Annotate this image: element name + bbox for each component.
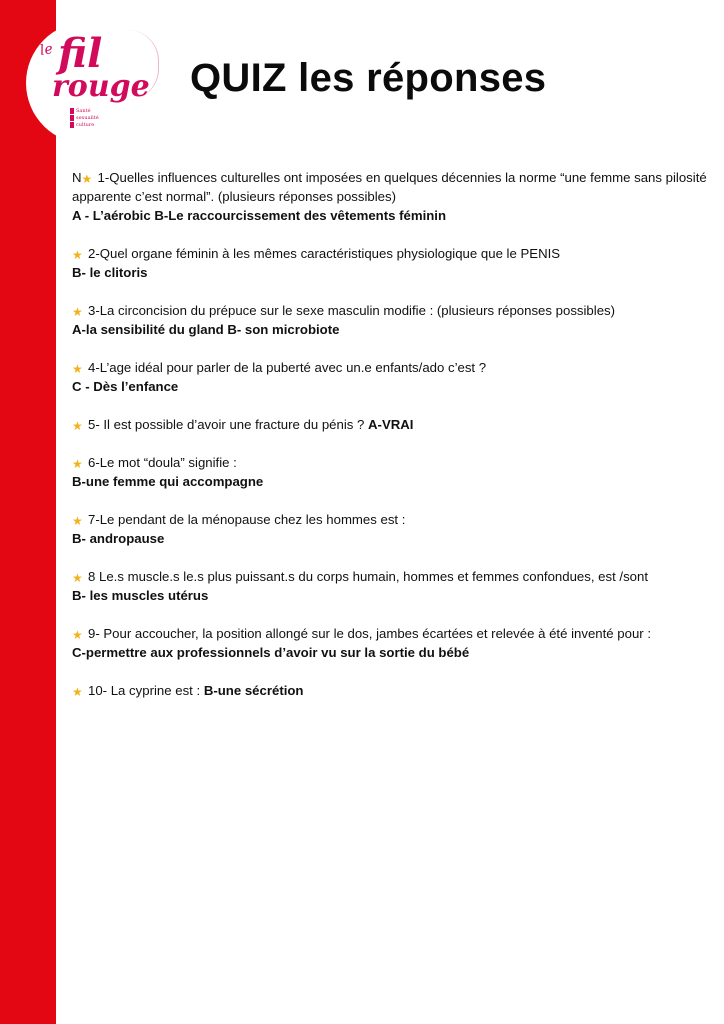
quiz-item-1 (72, 168, 712, 225)
answer-text: B-une sécrétion (203, 683, 304, 698)
question-body: 2-Quel organe féminin à les mêmes caractéristiques physiologique que le PENIS (88, 246, 561, 261)
question-body: 5- Il est possible d’avoir une fracture du pénis ? (88, 417, 369, 432)
question-body: 7-Le pendant de la ménopause chez les hommes est : (88, 512, 406, 527)
le-fil-rouge-logo (40, 28, 150, 138)
red-side-band (0, 0, 56, 1024)
quiz-item-9 (72, 624, 712, 662)
question-text (72, 415, 712, 434)
quiz-item-2 (72, 244, 712, 282)
answer-text: A-VRAI (368, 417, 414, 432)
quiz-item-5 (72, 415, 712, 434)
quiz-answers-list (72, 168, 712, 719)
question-text (72, 567, 712, 586)
logo-word-fil: fil (58, 30, 103, 77)
star-icon (72, 249, 86, 261)
answer-text: A-la sensibilité du gland B- son microbiote (72, 322, 340, 337)
quiz-item-8 (72, 567, 712, 605)
logo-word-rouge: rouge (52, 69, 150, 104)
logo-tagline-line: culture (70, 122, 114, 128)
question-body: 1-Quelles influences culturelles ont imposées en quelques décennies la norme “une femme sans pilosité apparente c’est normal”. (plusieurs réponses possibles) (72, 170, 707, 204)
logo-tagline (70, 108, 114, 129)
question-body: 10- La cyprine est : (88, 683, 204, 698)
quiz-item-10 (72, 681, 712, 700)
star-icon (82, 173, 96, 185)
logo-word-le: le (38, 41, 55, 59)
question-body: 6-Le mot “doula” signifie : (88, 455, 237, 470)
logo-tagline-line: Santé (70, 108, 114, 114)
star-icon (72, 686, 86, 698)
star-icon (72, 629, 86, 641)
quiz-item-4 (72, 358, 712, 396)
star-icon (72, 363, 86, 375)
star-icon (72, 306, 86, 318)
answer-text: B- andropause (72, 531, 165, 546)
answer-text: C - Dès l’enfance (72, 379, 179, 394)
question-text (72, 453, 712, 472)
question-text (72, 358, 712, 377)
quiz-item-7 (72, 510, 712, 548)
question-text (72, 168, 712, 206)
star-icon (72, 515, 86, 527)
question-prefix: N (72, 170, 82, 185)
question-body: 8 Le.s muscle.s le.s plus puissant.s du corps humain, hommes et femmes confondues, est /sont (88, 569, 649, 584)
answer-text: B- les muscles utérus (72, 588, 209, 603)
question-text (72, 244, 712, 263)
quiz-item-3 (72, 301, 712, 339)
answer-text: B-une femme qui accompagne (72, 474, 264, 489)
question-body: 4-L’age idéal pour parler de la puberté avec un.e enfants/ado c’est ? (88, 360, 487, 375)
answer-text: C-permettre aux professionnels d’avoir vu sur la sortie du bébé (72, 645, 470, 660)
logo-tagline-line: sexualité (70, 115, 114, 121)
answer-text: B- le clitoris (72, 265, 148, 280)
star-icon (72, 572, 86, 584)
page-title: QUIZ les réponses (190, 56, 547, 100)
question-text (72, 681, 712, 700)
question-text (72, 510, 712, 529)
star-icon (72, 420, 86, 432)
quiz-item-6 (72, 453, 712, 491)
question-text (72, 624, 712, 643)
question-body: 3-La circoncision du prépuce sur le sexe masculin modifie : (plusieurs réponses possibles) (88, 303, 616, 318)
question-text (72, 301, 712, 320)
star-icon (72, 458, 86, 470)
answer-text: A - L’aérobic B-Le raccourcissement des vêtements féminin (72, 208, 447, 223)
question-body: 9- Pour accoucher, la position allongé sur le dos, jambes écartées et relevée à été inventé pour : (88, 626, 651, 641)
